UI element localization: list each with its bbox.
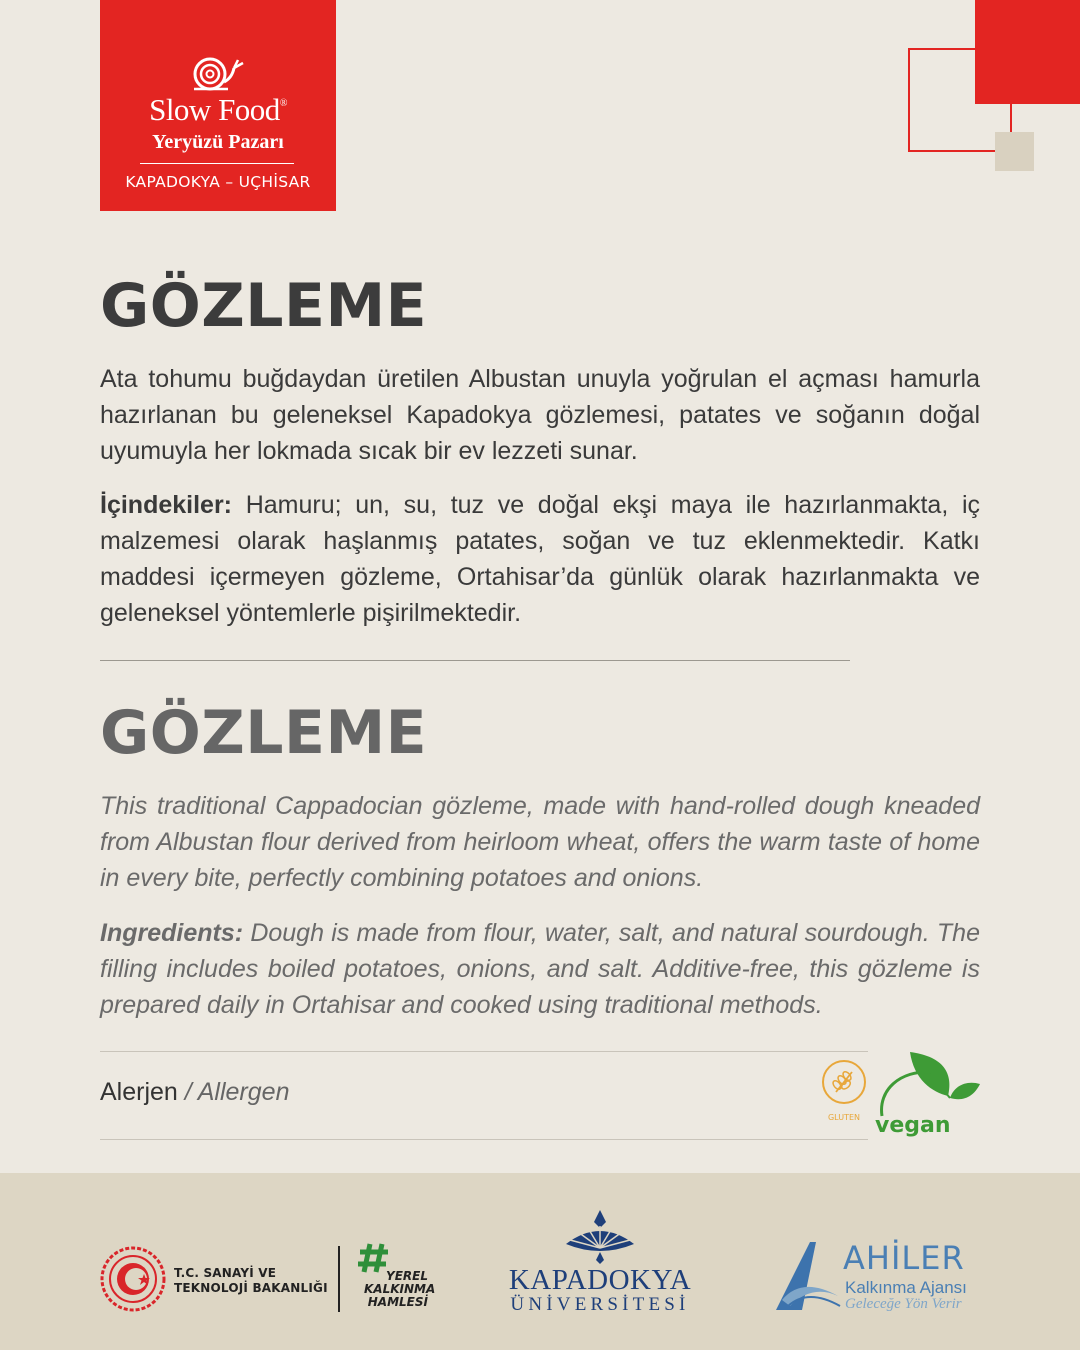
ministry-name: T.C. SANAYİ VE TEKNOLOJİ BAKANLIĞI xyxy=(174,1266,328,1295)
university-subtitle: ÜNİVERSİTESİ xyxy=(510,1294,690,1315)
ingredients-text-turkish: Hamuru; un, su, tuz ve doğal ekşi maya ile hazırlanmakta, iç malzemesi olarak haşlanmış patates, soğan ve tuz eklenmektedir. Katkı maddesi içermeyen gözleme, Ortahisar’da günlük olarak hazırlanmakta ve geleneksel yöntemlerle pişirilmektedir. xyxy=(100,491,980,627)
vegan-leaf-icon xyxy=(870,1050,982,1138)
ingredients-label-turkish: İçindekiler: xyxy=(100,491,232,519)
university-name: KAPADOKYA xyxy=(508,1264,692,1296)
brand-location: KAPADOKYA – UÇHİSAR xyxy=(125,173,311,191)
gluten-free-icon xyxy=(820,1058,868,1128)
title-turkish: GÖZLEME xyxy=(100,271,428,341)
ingredients-text-english: Dough is made from flour, water, salt, and natural sourdough. The filling includes boiled potatoes, onions, and salt. Additive-free, this gözleme is prepared daily in Ortahisar and cooked using traditional methods. xyxy=(100,919,980,1019)
decor-beige-square xyxy=(995,132,1034,171)
gluten-label: GLUTEN xyxy=(827,1113,861,1122)
slow-food-logo xyxy=(100,0,336,211)
ingredients-english xyxy=(100,915,980,1023)
allergen-bottom-divider xyxy=(100,1139,868,1140)
ahiler-emblem-icon xyxy=(772,1240,842,1312)
allergen-top-divider xyxy=(100,1051,868,1052)
ingredients-turkish xyxy=(100,487,980,631)
agency-slogan: Geleceğe Yön Verir xyxy=(845,1296,962,1312)
university-emblem-icon xyxy=(562,1208,638,1266)
ingredients-label-english: Ingredients: xyxy=(100,919,244,947)
description-turkish: Ata tohumu buğdaydan üretilen Albustan unuyla yoğrulan el açması hamurla hazırlanan bu geleneksel Kapadokya gözlemesi, patates ve soğanın doğal uyumuyla her lokmada sıcak bir ev lezzeti sunar. xyxy=(100,365,980,465)
snail-icon xyxy=(188,54,246,94)
description-english: This traditional Cappadocian gözleme, made with hand-rolled dough kneaded from Albustan flour derived from heirloom wheat, offers the warm taste of home in every bite, perfectly combining potatoes and onions. xyxy=(100,792,980,892)
hashtag-text: YEREL KALKINMA HAMLESİ xyxy=(364,1269,436,1309)
brand-subtitle: Yeryüzü Pazarı xyxy=(152,131,284,153)
allergen-label xyxy=(100,1078,289,1107)
brand-divider xyxy=(140,163,294,164)
agency-name: AHİLER xyxy=(843,1239,965,1277)
footer-separator xyxy=(338,1246,340,1312)
allergen-label-tr: Alerjen xyxy=(100,1078,178,1106)
allergen-label-en: / Allergen xyxy=(184,1078,290,1106)
ministry-emblem-icon xyxy=(100,1246,166,1312)
agency-subtitle: Kalkınma Ajansı xyxy=(845,1278,967,1297)
section-divider xyxy=(100,660,850,661)
vegan-label: vegan xyxy=(875,1113,951,1138)
title-english: GÖZLEME xyxy=(100,698,428,768)
brand-name: Slow Food® xyxy=(149,92,287,127)
